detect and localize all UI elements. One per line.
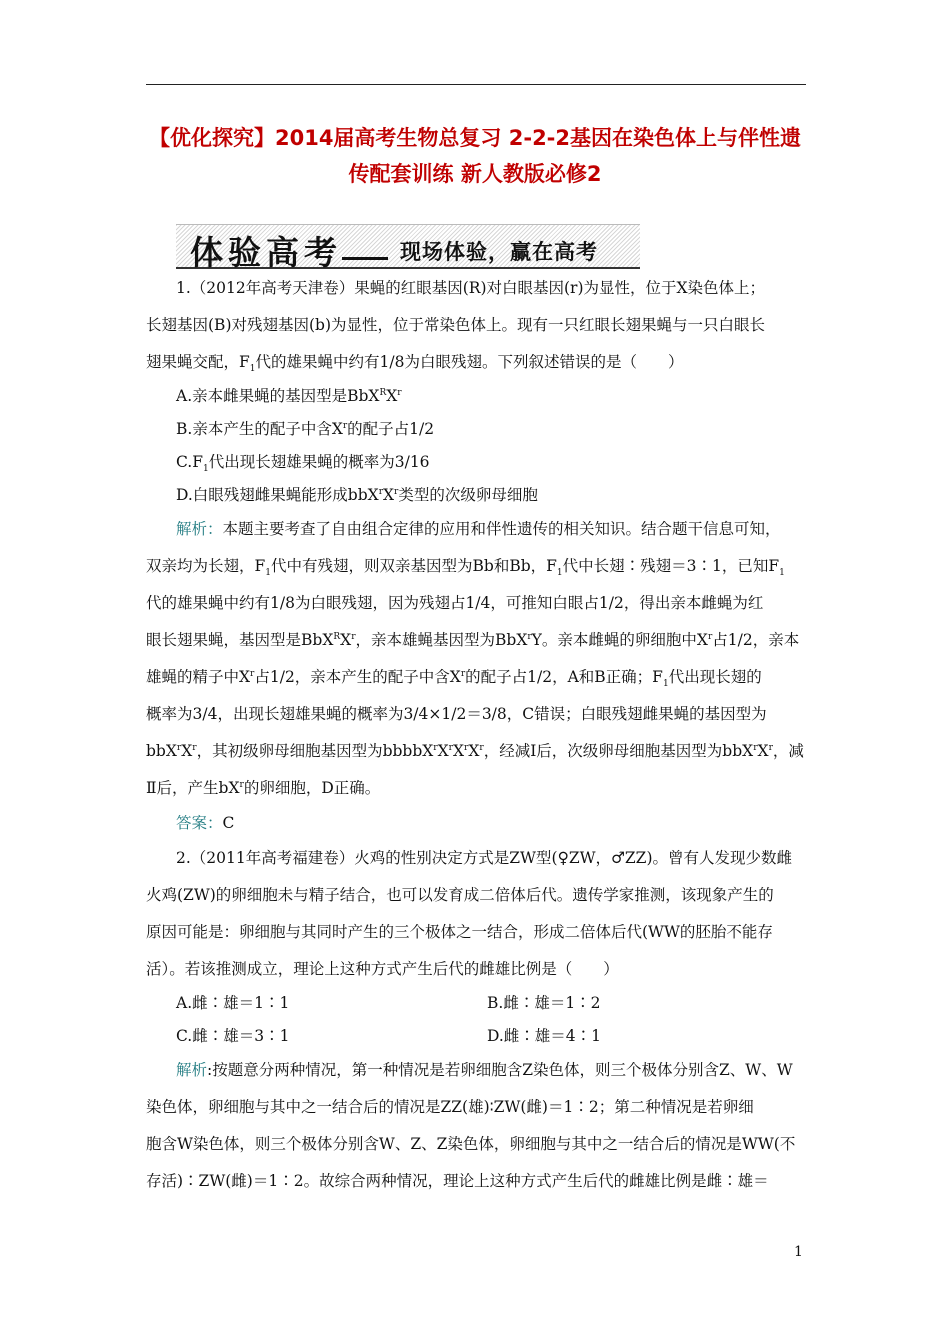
- q1-analysis-line-8: Ⅱ后，产生$bX^r$的卵细胞，D正确。: [146, 779, 381, 797]
- q2-analysis-line-3: 胞含W染色体，则三个极体分别含W、Z、Z染色体，卵细胞与其中之一结合后的情况是WW(不: [146, 1135, 796, 1153]
- q1-analysis-line-6: 概率为3/4，出现长翅雄果蝇的概率为3/4×1/2＝3/8，C错误；白眼残翅雌果蝇的基因型为: [146, 705, 767, 723]
- q1-analysis-line-1: 解析：本题主要考查了自由组合定律的应用和伴性遗传的相关知识。结合题干信息可知，: [176, 520, 781, 538]
- q2-stem-line-3: 原因可能是：卵细胞与其同时产生的三个极体之一结合，形成二倍体后代(WW的胚胎不能存: [146, 923, 773, 941]
- q2-stem-line-4: 活）。若该推测成立，理论上这种方式产生后代的雌雄比例是（ ）: [146, 960, 619, 978]
- document-title-line-1: 【优化探究】2014届高考生物总复习 2-2-2基因在染色体上与伴性遗: [148, 126, 802, 150]
- banner-main-text: 体验高考: [190, 233, 342, 272]
- q2-option-d: D.雌∶雄＝4∶1: [487, 1027, 602, 1045]
- analysis-label: 解析: [176, 1061, 208, 1079]
- answer-label: 答案：: [176, 814, 223, 832]
- q2-option-c: C.雌∶雄＝3∶1: [176, 1027, 290, 1045]
- q1-stem-line-1: 1.（2012年高考天津卷）果蝇的红眼基因(R)对白眼基因(r)为显性，位于X染色体上；: [176, 279, 766, 297]
- q2-analysis-line-2: 染色体，卵细胞与其中之一结合后的情况是ZZ(雄)∶ZW(雌)＝1∶2；第二种情况是若卵细: [146, 1098, 754, 1116]
- q2-stem-line-1: 2.（2011年高考福建卷）火鸡的性别决定方式是ZW型(♀ZW，♂ZZ)。曾有人发现少数雌: [176, 849, 792, 867]
- q1-analysis-line-5: 雄蝇的精子中$X^r$占1/2，亲本产生的配子中含$X^r$的配子占1/2，A和B正确；$F_1$代出现长翅的: [146, 668, 762, 690]
- banner-underline: [342, 257, 388, 260]
- q2-option-b: B.雌∶雄＝1∶2: [487, 994, 601, 1012]
- q2-analysis-line-4: 存活)∶ZW(雌)＝1∶2。故综合两种情况，理论上这种方式产生后代的雌雄比例是雌∶雄＝: [146, 1172, 769, 1190]
- page-number: 1: [794, 1244, 803, 1260]
- q1-stem-line-3: 翅果蝇交配，$F_1$代的雄果蝇中约有1/8为白眼残翅。下列叙述错误的是（ ）: [146, 353, 684, 375]
- q2-analysis-line-1: 解析:按题意分两种情况，第一种情况是若卵细胞含Z染色体，则三个极体分别含Z、W、W: [176, 1061, 793, 1079]
- q1-option-b: B.亲本产生的配子中含$X^r$的配子占1/2: [176, 420, 435, 438]
- analysis-label: 解析：: [176, 520, 223, 538]
- section-banner: [176, 224, 640, 272]
- q1-option-a: A.亲本雌果蝇的基因型是$BbX^RX^r$: [176, 387, 402, 405]
- q1-option-c: $C.F_1$代出现长翅雄果蝇的概率为3/16: [176, 453, 430, 475]
- q1-answer: 答案：C: [176, 814, 235, 832]
- banner-sub-text: 现场体验，赢在高考: [400, 239, 598, 264]
- q2-option-a: A.雌∶雄＝1∶1: [176, 994, 290, 1012]
- q1-analysis-line-2: 双亲均为长翅，$F_1$代中有残翅，则双亲基因型为Bb和Bb，$F_1$代中长翅∶残翅＝3∶1，已知$F_1$: [146, 557, 785, 579]
- q1-analysis-line-3: 代的雄果蝇中约有1/8为白眼残翅，因为残翅占1/4，可推知白眼占1/2，得出亲本雌蝇为红: [146, 594, 764, 612]
- header-rule: [146, 84, 806, 85]
- q2-stem-line-2: 火鸡(ZW)的卵细胞未与精子结合，也可以发育成二倍体后代。遗传学家推测，该现象产生的: [146, 886, 774, 904]
- document-title-line-2: 传配套训练 新人教版必修2: [348, 162, 602, 186]
- q1-stem-line-2: 长翅基因(B)对残翅基因(b)为显性，位于常染色体上。现有一只红眼长翅果蝇与一只白眼长: [146, 316, 766, 334]
- q1-analysis-line-4: 眼长翅果蝇，基因型是$BbX^RX^r$，亲本雄蝇基因型为BbX$^r$Y。亲本雌蝇的卵细胞中$X^r$占1/2，亲本: [146, 631, 800, 649]
- q1-analysis-line-7: $bbX^rX^r$，其初级卵母细胞基因型为$bbbbX^rX^rX^rX^r$，经减Ⅰ后，次级卵母细胞基因型为$bbX^rX^r$，减: [146, 742, 804, 760]
- q1-option-d: D.白眼残翅雌果蝇能形成$bbX^rX^r$类型的次级卵母细胞: [176, 486, 538, 504]
